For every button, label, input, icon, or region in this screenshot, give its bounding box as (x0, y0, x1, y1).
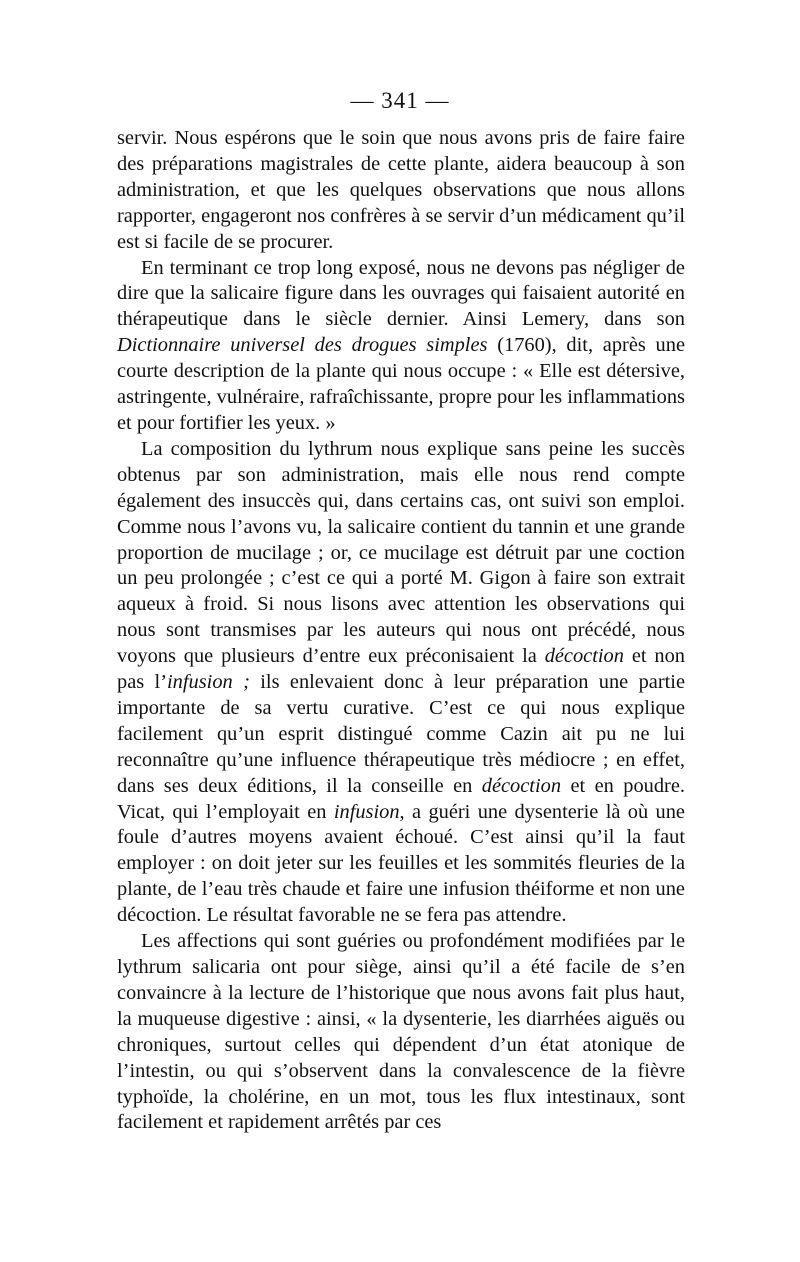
paragraph (117, 929, 685, 1136)
text-run: servir. Nous espérons que le soin que nous avons pris de faire faire des préparations magistrales de cette plante, aidera beaucoup à son administration, et que les quelques observations que nous allons rapporter, engageront nos confrères à se servir d’un médicament qu’il est si facile de se procurer. (117, 127, 685, 253)
italic-term: infusion ; (167, 671, 250, 694)
text-run: , a guéri une dysenterie là où une foule d’autres moyens avaient échoué. C’est ainsi qu’il la faut employer : on doit jeter sur les feuilles et les sommités fleuries de la plante, de l’eau très chaude et faire une infusion théiforme et non une décoction. Le résultat favorable ne se fera pas attendre. (117, 800, 685, 927)
italic-term: décoction (544, 645, 624, 668)
italic-term: décoction (481, 774, 562, 797)
italic-title: Dictionnaire universel des drogues simples (117, 334, 488, 357)
text-run: (1760), dit, après une courte description de la plante qui nous occupe : « Elle est détersive, astringente, vulnéraire, rafraîchissante, propre pour les inflammations et pour fortifier les yeux. » (117, 334, 685, 434)
text-run: ils enlevaient donc à leur préparation une partie importante de sa vertu curative. C’est ce qui nous explique facilement qu’un esprit distingué comme Cazin ait pu ne lui reconnaître qu’une influence thérapeutique très médiocre ; en effet, dans ses deux éditions, il la conseille en (117, 671, 685, 797)
paragraph (117, 256, 685, 437)
text-run: et en poudre. Vicat, qui l’employait en (117, 774, 685, 823)
paragraph (117, 437, 685, 929)
italic-term: infusion (333, 800, 400, 823)
text-run: En terminant ce trop long exposé, nous ne devons pas négliger de dire que la salicaire figure dans les ouvrages qui faisaient autorité en thérapeutique dans le siècle dernier. Ainsi Lemery, dans son (117, 256, 685, 331)
body-text (117, 126, 685, 1136)
paragraph (117, 126, 685, 256)
text-run: La composition du lythrum nous explique sans peine les succès obtenus par son administration, mais elle nous rend compte également des insuccès qui, dans certains cas, ont suivi son emploi. Comme nous l’avons vu, la salicaire contient du tannin et une grande proportion de mucilage ; or, ce mucilage est détruit par une coction un peu prolongée ; c’est ce qui a porté M. Gigon à faire son extrait aqueux à froid. Si nous lisons avec attention les observations qui nous sont transmises par les auteurs qui nous ont précédé, nous voyons que plusieurs d’entre eux préconisaient la (117, 437, 685, 668)
page-number: — 341 — (350, 88, 450, 113)
text-run: Les affections qui sont guéries ou profondément modifiées par le lythrum salicaria ont pour siège, ainsi qu’il a été facile de s’en convaincre à la lecture de l’historique que nous avons fait plus haut, la muqueuse digestive : ainsi, « la dysenterie, les diarrhées aiguës ou chroniques, surtout celles qui dépendent d’un état atonique de l’intestin, ou qui s’observent dans la convalescence de la fièvre typhoïde, la cholérine, en un mot, tous les flux intestinaux, sont facilement et rapidement arrêtés par ces (117, 930, 685, 1134)
text-run: et non pas l’ (117, 645, 685, 694)
